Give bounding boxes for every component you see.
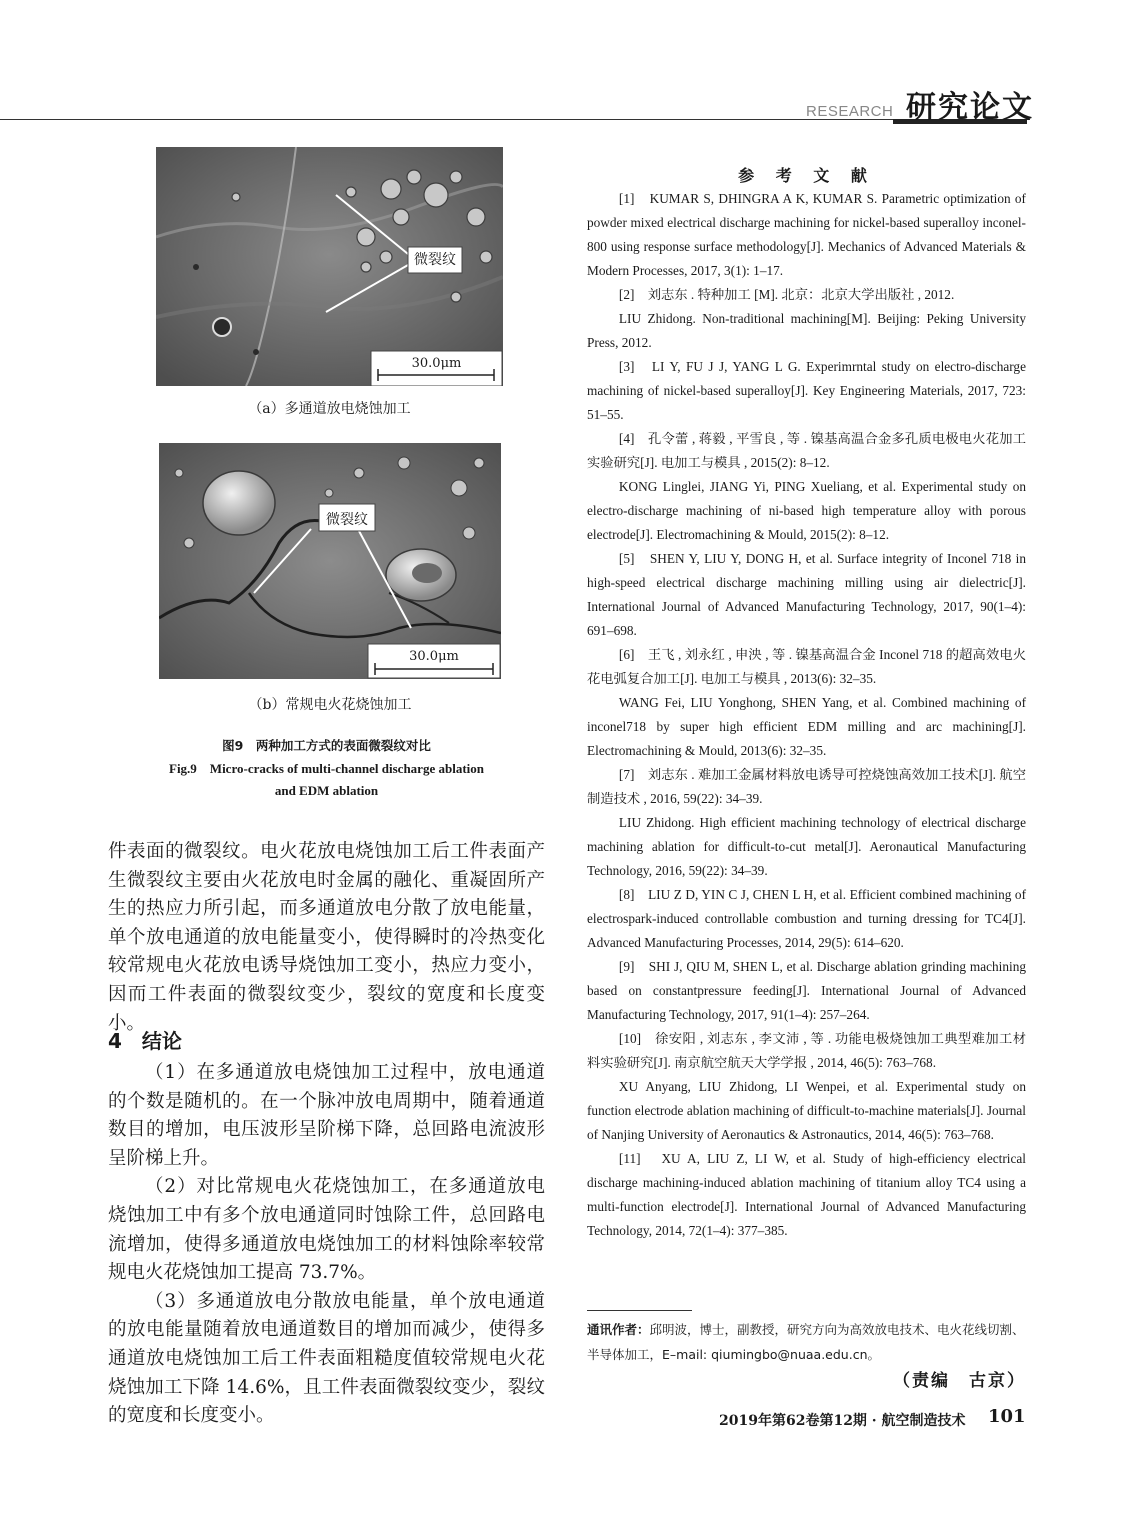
figure-9-caption-en-line1: Fig.9 Micro-cracks of multi-channel discharge ablation — [169, 761, 484, 776]
footnote-rule — [587, 1310, 692, 1311]
author-note-text: 邱明波，博士，副教授，研究方向为高效放电技术、电火花线切割、半导体加工，E–mail: qiumingbo@nuaa.edu.cn。 — [587, 1322, 1025, 1362]
figure-9a-crack-label: 微裂纹 — [414, 252, 456, 268]
reference-entry: KONG Linglei, JIANG Yi, PING Xueliang, et al. Experimental study on electro-discharge machining of ni-based high temperature alloy with porous electrode[J]. Electromachining & Mould, 2015(2): 8–12. — [587, 479, 1026, 542]
reference-entry: [1] KUMAR S, DHINGRA A K, KUMAR S. Parametric optimization of powder mixed electrical discharge machining for nickel-based superalloy inconel-800 using response surface methodology[J]. Mechanics of Advanced Materials & Modern Processes, 2017, 3(1): 1–17. — [587, 191, 1026, 278]
figure-9-caption-en-line2: and EDM ablation — [274, 783, 379, 798]
reference-entry: [3] LI Y, FU J J, YANG L G. Experimrntal study on electro-discharge machining of nickel-based superalloy[J]. Key Engineering Materials, 2017, 723: 51–55. — [587, 359, 1026, 422]
figure-9a-caption: （a）多通道放电烧蚀加工 — [248, 401, 411, 417]
reference-entry: LIU Zhidong. Non-traditional machining[M]. Beijing: Peking University Press, 2012. — [587, 311, 1026, 350]
page-number: 101 — [988, 1406, 1026, 1427]
reference-entry: [6] 王飞 , 刘永红 , 申泱 , 等 . 镍基高温合金 Inconel 718 的超高效电火花电弧复合加工[J]. 电加工与模具 , 2013(6): 32–35. — [587, 647, 1026, 686]
body-paragraph-continued — [108, 838, 545, 1038]
editor-credit: （责编 古京） — [893, 1371, 1026, 1391]
reference-entry: [9] SHI J, QIU M, SHEN L, et al. Discharge ablation grinding machining based on constantpressure feeding[J]. International Journal of Advanced Manufacturing Technology, 2017, 91(1–4): 257–264. — [587, 959, 1026, 1022]
figure-9-caption-cn: 图9 两种加工方式的表面微裂纹对比 — [222, 738, 431, 753]
paragraph-text: 件表面的微裂纹。电火花放电烧蚀加工后工件表面产生微裂纹主要由火花放电时金属的融化、重凝固所产生的热应力所引起，而多通道放电分散了放电能量，单个放电通道的放电能量变小，使得瞬时的冷热变化较常规电火花放电诱导烧蚀加工变小，热应力变小，因而工件表面的微裂纹变少，裂纹的宽度和长度变小。 — [108, 841, 545, 1034]
reference-entry: [4] 孔令蕾 , 蒋毅 , 平雪良 , 等 . 镍基高温合金多孔质电极电火花加工实验研究[J]. 电加工与模具 , 2015(2): 8–12. — [587, 431, 1026, 470]
references-heading: 参 考 文 献 — [738, 166, 875, 185]
conclusions-body — [108, 1059, 545, 1431]
conclusion-3: （3）多通道放电分散放电能量，单个放电通道的放电能量随着放电通道数目的增加而减少，使得多通道放电烧蚀加工后工件表面粗糙度值较常规电火花烧蚀加工下降 14.6%，且工件表面微裂纹变少，裂纹的宽度和长度变小。 — [108, 1290, 545, 1427]
reference-entry: [5] SHEN Y, LIU Y, DONG H, et al. Surface integrity of Inconel 718 in high-speed electrical discharge machining milling using air dielectric[J]. International Journal of Advanced Manufacturing Technology, 2017, 90(1–4): 691–698. — [587, 551, 1026, 638]
figure-9a-scale-bar: 30.0μm — [411, 356, 462, 371]
reference-entry: [7] 刘志东 . 难加工金属材料放电诱导可控烧蚀高效加工技术[J]. 航空制造技术 , 2016, 59(22): 34–39. — [587, 767, 1026, 806]
figure-9b-caption: （b）常规电火花烧蚀加工 — [248, 697, 412, 713]
section-4-heading: 4 结论 — [108, 1029, 182, 1053]
header-section-en: RESEARCH — [806, 103, 894, 120]
reference-entry: XU Anyang, LIU Zhidong, LI Wenpei, et al. Experimental study on function electrode ablation machining of difficult-to-machine materials[J]. Journal of Nanjing University of Aeronautics & Astronautics, 2014, 46(5): 763–768. — [587, 1079, 1026, 1142]
reference-entry: [11] XU A, LIU Z, LI W, et al. Study of high-efficiency electrical discharge machining-induced ablation machining of titanium alloy TC4 using a multi-function electrode[J]. International Journal of Advanced Manufacturing Technology, 2014, 72(1–4): 377–385. — [587, 1151, 1026, 1238]
reference-entry: WANG Fei, LIU Yonghong, SHEN Yang, et al. Combined machining of inconel718 by super high efficient EDM milling and arc machining[J]. Electromachining & Mould, 2013(6): 32–35. — [587, 695, 1026, 758]
conclusion-1: （1）在多通道放电烧蚀加工过程中，放电通道的个数是随机的。在一个脉冲放电周期中，随着通道数目的增加，电压波形呈阶梯下降，总回路电流波形呈阶梯上升。 — [108, 1062, 545, 1169]
figure-9b-sem-image — [159, 443, 501, 679]
reference-entry: LIU Zhidong. High efficient machining technology of electrical discharge machining ablation for difficult-to-cut metal[J]. Aeronautical Manufacturing Technology, 2016, 59(22): 34–39. — [587, 815, 1026, 878]
reference-entry: [2] 刘志东 . 特种加工 [M]. 北京：北京大学出版社 , 2012. — [618, 287, 955, 302]
conclusion-2: （2）对比常规电火花烧蚀加工，在多通道放电烧蚀加工中有多个放电通道同时蚀除工件，总回路电流增加，使得多通道放电烧蚀加工的材料蚀除率较常规电火花烧蚀加工提高 73.7%。 — [108, 1176, 545, 1284]
author-note-label: 通讯作者： — [587, 1322, 650, 1337]
figure-9b-crack-label: 微裂纹 — [326, 512, 368, 528]
header-section-cn: 研究论文 — [906, 90, 1034, 125]
reference-entry: [8] LIU Z D, YIN C J, CHEN L H, et al. Efficient combined machining of electrospark-induced controllable combustion and turning dressing for TC4[J]. Advanced Manufacturing Processes, 2014, 29(5): 614–620. — [587, 887, 1026, 950]
footer-journal-issue: 2019年第62卷第12期 · 航空制造技术 — [719, 1413, 966, 1429]
references-list — [587, 187, 1026, 1243]
reference-entry: [10] 徐安阳 , 刘志东 , 李文沛 , 等 . 功能电极烧蚀加工典型难加工材料实验研究[J]. 南京航空航天大学学报 , 2014, 46(5): 763–768. — [587, 1031, 1026, 1070]
corresponding-author-note — [587, 1317, 1026, 1367]
figure-9b-scale-bar: 30.0μm — [409, 649, 459, 664]
